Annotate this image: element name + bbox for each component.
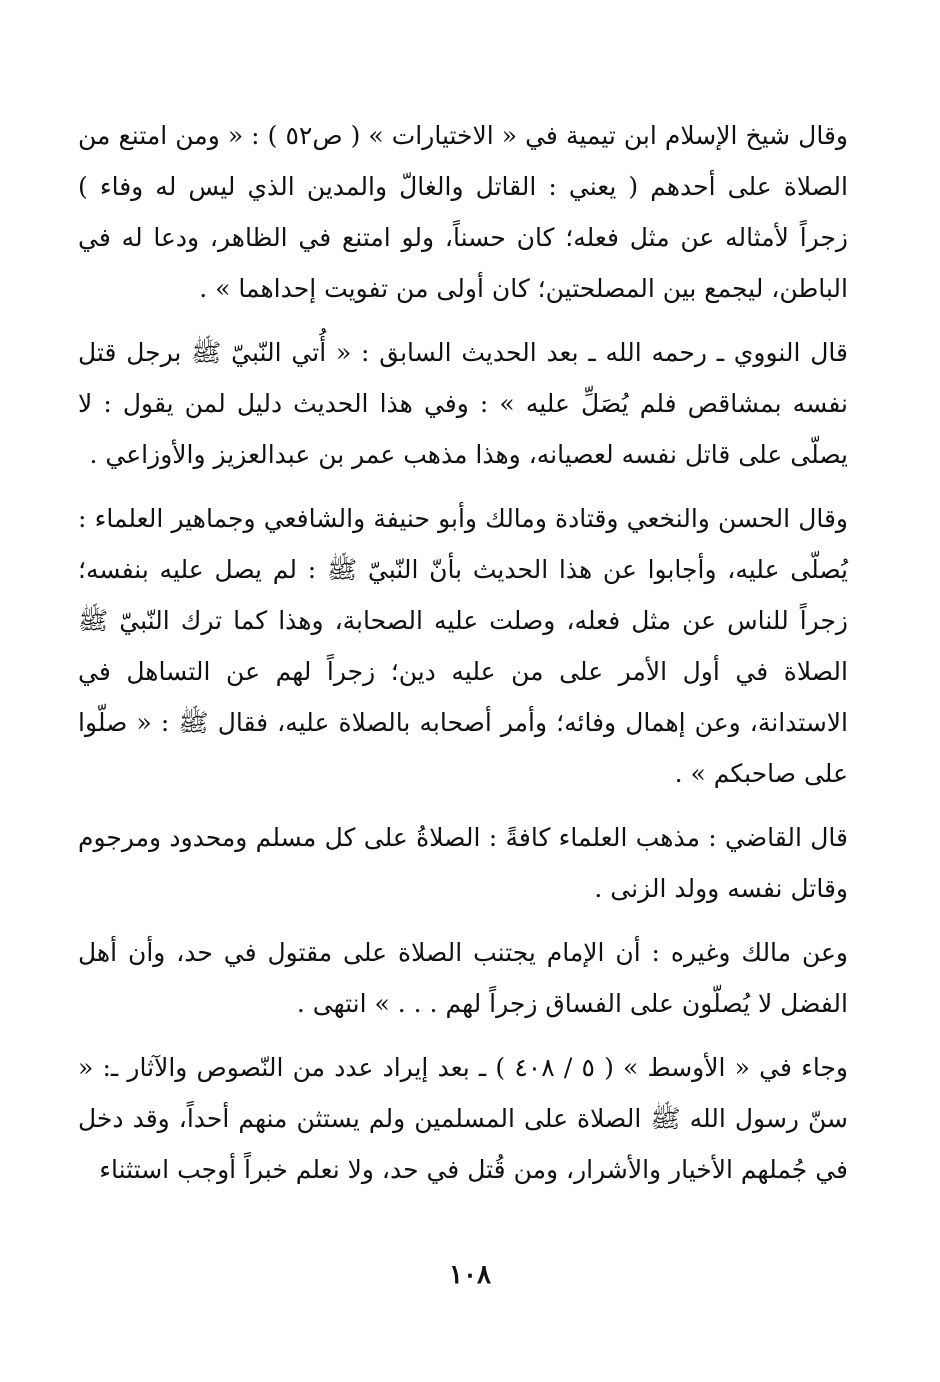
paragraph-nawawi-commentary: قال النووي ـ رحمه الله ـ بعد الحديث السابق : « أُتي النّبيّ ﷺ برجل قتل نفسه بمشاقص فلم يُصَلِّ عليه » : وفي هذا الحديث دليل لمن يقول : لا يصلّى على قاتل نفسه لعصيانه، وهذا مذهب عمر بن عبدالعزيز والأوزاعي .	[78, 338, 848, 469]
paragraph-ibn-taymiyya-quote: وقال شيخ الإسلام ابن تيمية في « الاختيارات » ( ص٥٢ ) : « ومن امتنع من الصلاة على أحدهم ( يعني : القاتل والغالّ والمدين الذي ليس له وفاء ) زجراً لأمثاله عن مثل فعله؛ كان حسناً، ولو امتنع في الظاهر، ودعا له في الباطن، ليجمع بين المصلحتين؛ كان أولى من تفويت إحداهما » .	[78, 121, 848, 303]
paragraph-majority-scholars: وقال الحسن والنخعي وقتادة ومالك وأبو حنيفة والشافعي وجماهير العلماء : يُصلّى عليه، وأجابوا عن هذا الحديث بأنّ النّبيّ ﷺ : لم يصل عليه بنفسه؛ زجراً للناس عن مثل فعله، وصلت عليه الصحابة، وهذا كما ترك النّبيّ ﷺ الصلاة في أول الأمر على من عليه دين؛ زجراً لهم عن التساهل في الاستدانة، وعن إهمال وفائه؛ وأمر أصحابه بالصلاة عليه، فقال ﷺ : « صلّوا على صاحبكم » .	[78, 504, 848, 788]
paragraph-malik-opinion: وعن مالك وغيره : أن الإمام يجتنب الصلاة على مقتول في حد، وأن أهل الفضل لا يُصلّون على الفساق زجراً لهم . . . » انتهى .	[78, 938, 848, 1018]
body-text	[78, 110, 848, 1195]
page-number: ١٠٨	[449, 1260, 491, 1290]
paragraph-awsat-citation: وجاء في « الأوسط » ( ٥ / ٤٠٨ ) ـ بعد إيراد عدد من النّصوص والآثار ـ: « سنّ رسول الله ﷺ الصلاة على المسلمين ولم يستثن منهم أحداً، وقد دخل في جُملهم الأخيار والأشرار، ومن قُتل في حد، ولا نعلم خبراً أوجب استثناء	[78, 1053, 848, 1184]
paragraph-qadi-statement: قال القاضي : مذهب العلماء كافةً : الصلاةُ على كل مسلم ومحدود ومرجوم وقاتل نفسه وولد الزنى .	[78, 823, 848, 903]
